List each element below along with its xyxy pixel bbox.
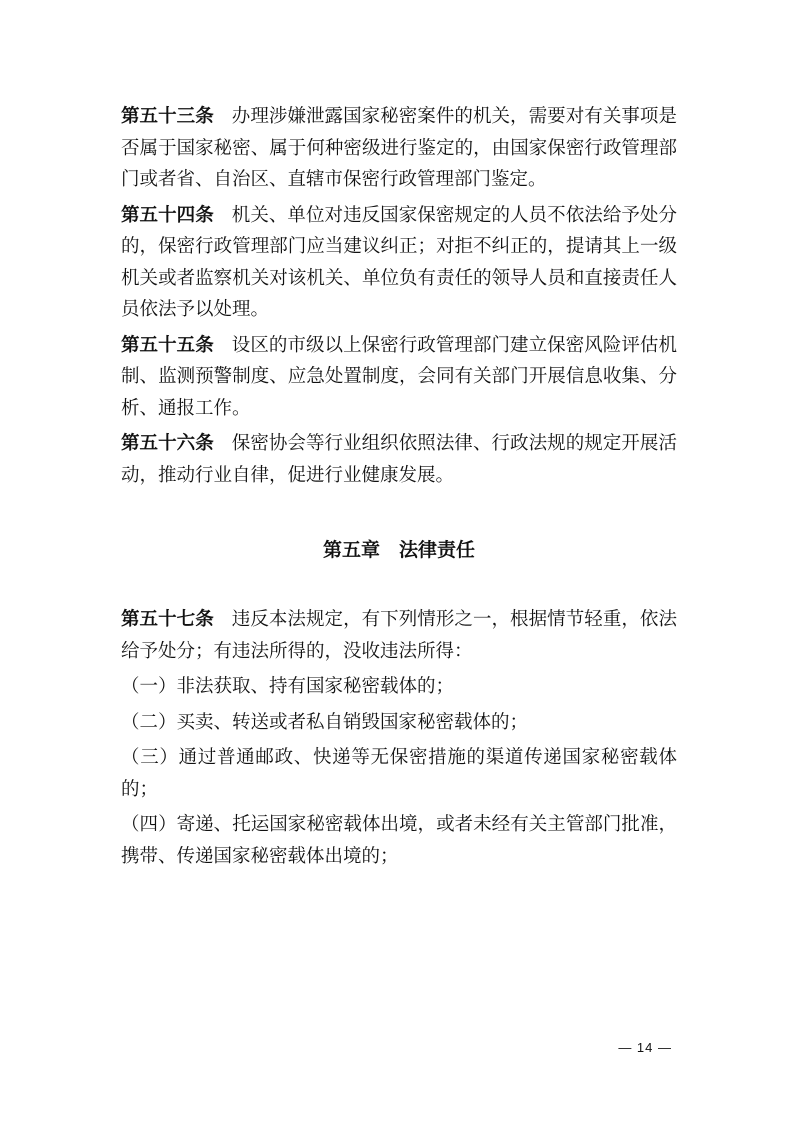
article-55	[121, 330, 677, 425]
article-text: 保密协会等行业组织依照法律、行政法规的规定开展活动，推动行业自律，促进行业健康发展。	[121, 433, 677, 486]
article-text: 办理涉嫌泄露国家秘密案件的机关，需要对有关事项是否属于国家秘密、属于何种密级进行鉴定的，由国家保密行政管理部门或者省、自治区、直辖市保密行政管理部门鉴定。	[121, 106, 677, 190]
chapter-heading: 第五章 法律责任	[322, 539, 475, 561]
article-number: 第五十三条	[121, 106, 214, 127]
list-item: （三）通过普通邮政、快递等无保密措施的渠道传递国家秘密载体的；	[121, 747, 677, 800]
article-number: 第五十六条	[121, 433, 214, 454]
article-number: 第五十五条	[121, 334, 214, 356]
article-53	[121, 101, 677, 196]
article-text: 违反本法规定，有下列情形之一，根据情节轻重，依法给予处分；有违法所得的，没收违法所得：	[121, 609, 677, 662]
list-item: （四）寄递、托运国家秘密载体出境，或者未经有关主管部门批准，携带、传递国家秘密载体出境的；	[121, 814, 677, 867]
article-text: 机关、单位对违反国家保密规定的人员不依法给予处分的，保密行政管理部门应当建议纠正；对拒不纠正的，提请其上一级机关或者监察机关对该机关、单位负有责任的领导人员和直接责任人员依法予以处理。	[121, 204, 677, 320]
list-item: （二）买卖、转送或者私自销毁国家秘密载体的；	[121, 711, 529, 733]
article-56	[121, 428, 677, 491]
page-number: — 14 —	[618, 1040, 672, 1055]
article-number: 第五十七条	[121, 609, 214, 630]
article-number: 第五十四条	[121, 204, 214, 226]
article-text: 设区的市级以上保密行政管理部门建立保密风险评估机制、监测预警制度、应急处置制度，会同有关部门开展信息收集、分析、通报工作。	[121, 334, 677, 419]
document-body	[121, 101, 677, 876]
article-54	[121, 200, 677, 326]
list-item: （一）非法获取、持有国家秘密载体的；	[121, 676, 455, 697]
article-57	[121, 604, 677, 667]
